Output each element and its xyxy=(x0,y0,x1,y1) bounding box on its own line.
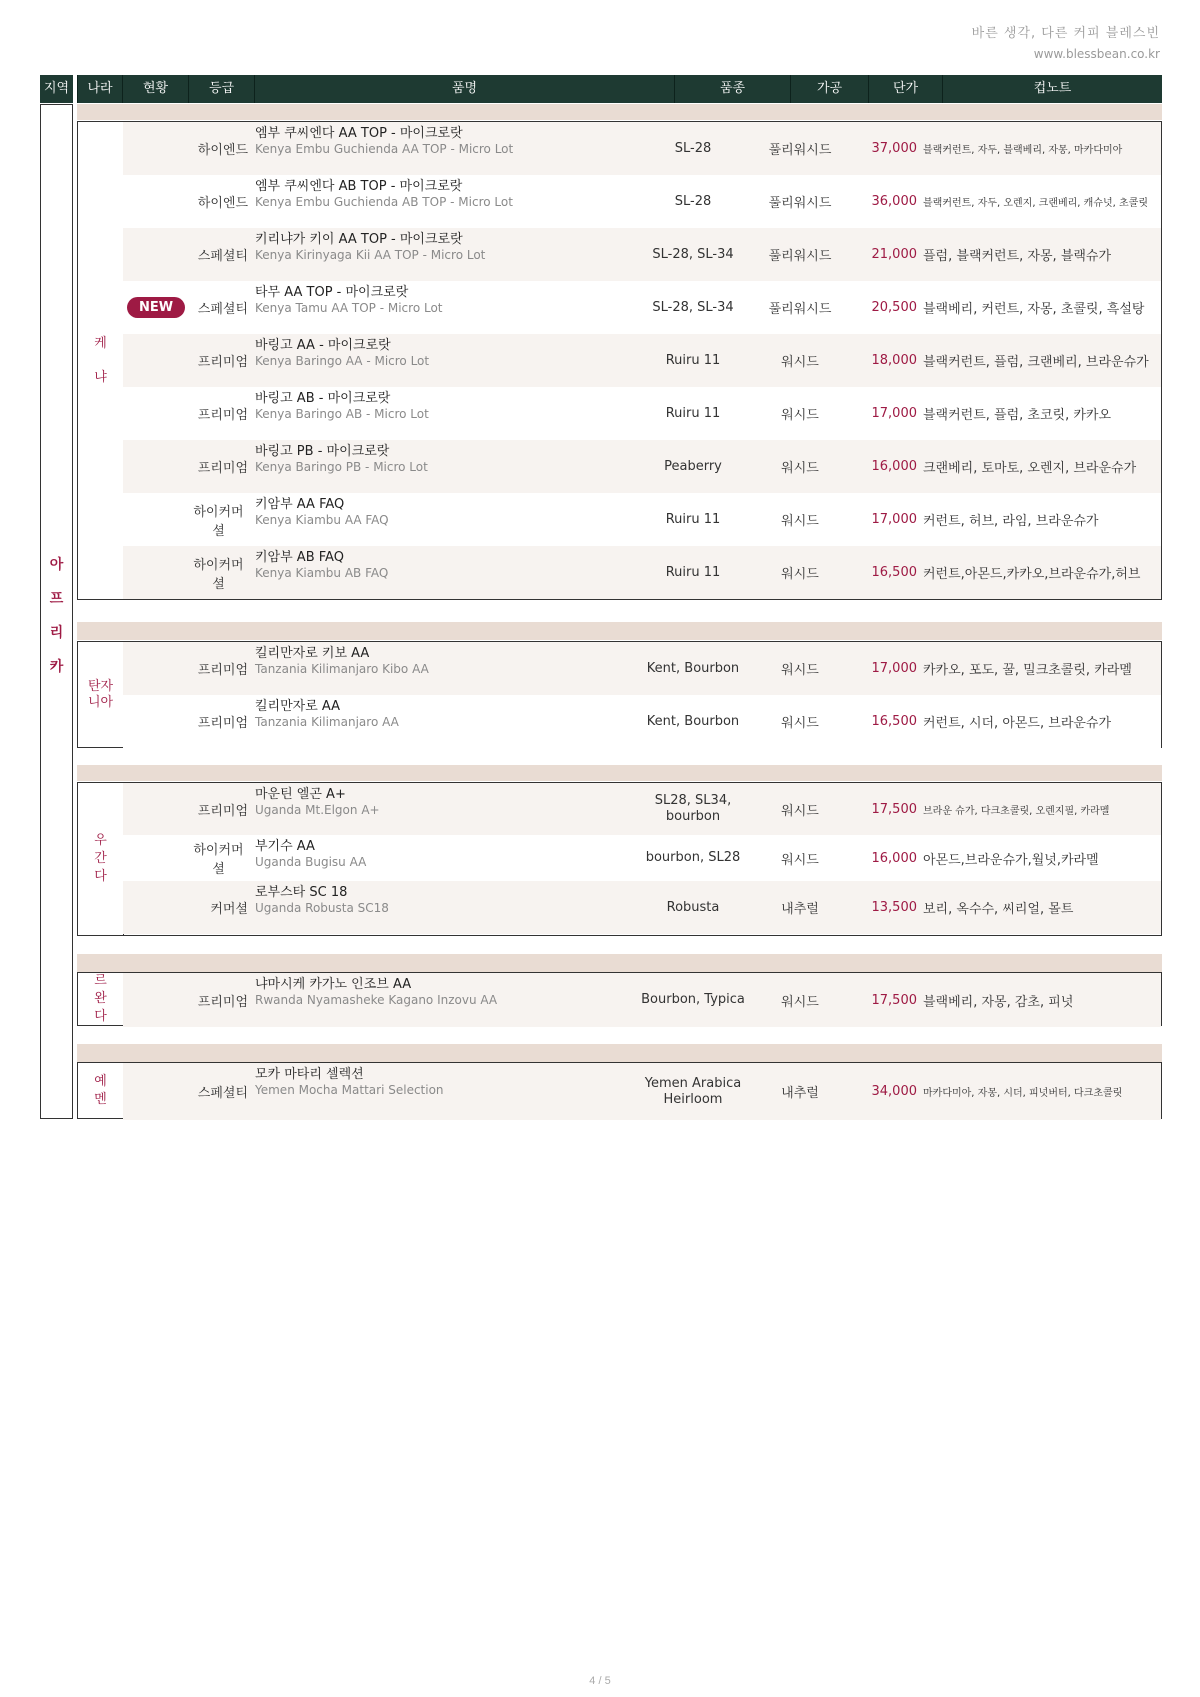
table-row xyxy=(123,881,1161,934)
cup-notes-cell: 브라운 슈가, 다크초콜릿, 오렌지필, 카라멜 xyxy=(923,805,1110,817)
process-cell: 내추럴 xyxy=(781,902,819,917)
cup-notes-cell: 크랜베리, 토마토, 오렌지, 브라운슈가 xyxy=(923,461,1137,476)
price-cell: 37,000 xyxy=(871,141,917,156)
grade-cell: 스페셜티 xyxy=(197,302,248,317)
price-cell: 17,500 xyxy=(871,801,917,817)
product-name-korean: 로부스타 SC 18 xyxy=(255,885,348,900)
cup-notes-cell: 커런트, 시더, 아몬드, 브라운슈가 xyxy=(923,716,1112,731)
variety-cell: bourbon, SL28 xyxy=(645,850,741,865)
table-row xyxy=(123,334,1161,388)
product-name-korean: 바링고 AB - 마이크로랏 xyxy=(255,391,391,406)
process-cell: 워시드 xyxy=(781,355,819,370)
status-cell xyxy=(123,175,189,228)
product-name-korean: 부기수 AA xyxy=(255,839,315,854)
header-region: 지역 xyxy=(40,75,73,103)
cup-notes-cell: 블랙커런트, 플럼, 크랜베리, 브라운슈가 xyxy=(923,355,1149,370)
cup-notes-cell: 카카오, 포도, 꿀, 밀크초콜릿, 카라멜 xyxy=(923,663,1132,678)
header-variety: 품종 xyxy=(674,75,790,103)
header-grade: 등급 xyxy=(188,75,254,103)
product-name-english: Uganda Bugisu AA xyxy=(255,855,367,869)
product-name-korean: 바링고 AA - 마이크로랏 xyxy=(255,338,391,353)
brand-url: www.blessbean.co.kr xyxy=(1033,47,1160,61)
header-process: 가공 xyxy=(790,75,868,103)
product-name-cell xyxy=(255,783,635,835)
table-row xyxy=(123,695,1161,748)
product-name-english: Kenya Embu Guchienda AB TOP - Micro Lot xyxy=(255,195,513,209)
grade-cell: 프리미엄 xyxy=(197,461,248,476)
brand-block xyxy=(972,22,1160,61)
price-cell: 16,000 xyxy=(871,850,917,866)
variety-cell: SL28, SL34, bourbon xyxy=(654,793,732,824)
product-name-korean: 키암부 AB FAQ xyxy=(255,550,344,565)
cup-notes-cell: 블랙커런트, 자두, 블랙베리, 자몽, 마카다미아 xyxy=(923,145,1123,156)
price-cell: 17,500 xyxy=(871,992,917,1008)
price-cell: 20,500 xyxy=(871,300,917,315)
process-cell: 풀리워시드 xyxy=(768,249,832,264)
header-notes: 컵노트 xyxy=(942,75,1162,103)
product-name-cell xyxy=(255,881,635,934)
variety-cell: Ruiru 11 xyxy=(665,405,721,421)
product-name-english: Kenya Baringo AB - Micro Lot xyxy=(255,407,429,421)
grade-cell: 프리미엄 xyxy=(197,716,248,731)
price-cell: 17,000 xyxy=(871,661,917,676)
header-price: 단가 xyxy=(868,75,942,103)
status-cell xyxy=(123,973,189,1027)
variety-cell: Ruiru 11 xyxy=(665,352,721,368)
process-cell: 워시드 xyxy=(781,408,819,423)
product-name-cell xyxy=(255,281,635,334)
product-name-english: Kenya Embu Guchienda AA TOP - Micro Lot xyxy=(255,142,514,156)
product-name-korean: 엠부 쿠씨엔다 AA TOP - 마이크로랏 xyxy=(255,126,463,141)
product-name-cell xyxy=(255,387,635,440)
cup-notes-cell: 플럼, 블랙커런트, 자몽, 블랙슈가 xyxy=(923,249,1112,264)
product-name-korean: 키리냐가 키이 AA TOP - 마이크로랏 xyxy=(255,232,463,247)
product-name-cell xyxy=(255,642,635,695)
cup-notes-cell: 커런트, 허브, 라임, 브라운슈가 xyxy=(923,514,1099,529)
grade-cell: 프리미엄 xyxy=(197,663,248,678)
country-label: 예멘 xyxy=(78,1063,124,1118)
price-cell: 16,000 xyxy=(871,459,917,474)
table-row xyxy=(123,783,1161,836)
country-spacer xyxy=(77,765,1162,781)
product-name-cell xyxy=(255,546,635,599)
brand-slogan: 바른 생각, 다른 커피 블레스빈 xyxy=(971,26,1160,41)
status-cell xyxy=(123,783,189,835)
status-cell xyxy=(123,387,189,440)
product-name-english: Rwanda Nyamasheke Kagano Inzovu AA xyxy=(255,993,498,1007)
status-cell xyxy=(123,881,189,934)
process-cell: 풀리워시드 xyxy=(768,302,832,317)
product-name-korean: 킬리만자로 키보 AA xyxy=(255,646,370,661)
grade-cell: 하이엔드 xyxy=(197,143,248,158)
product-name-english: Kenya Kirinyaga Kii AA TOP - Micro Lot xyxy=(255,248,486,262)
price-cell: 17,000 xyxy=(871,512,917,527)
country-label: 탄자니아 xyxy=(78,642,124,747)
cup-notes-cell: 블랙커런트, 플럼, 초코릿, 카카오 xyxy=(923,408,1112,423)
product-name-korean: 모카 마타리 셀렉션 xyxy=(255,1067,364,1082)
status-cell xyxy=(123,228,189,281)
status-cell xyxy=(123,695,189,748)
product-name-korean: 타무 AA TOP - 마이크로랏 xyxy=(255,285,409,300)
product-name-korean: 냐마시케 카가노 인조브 AA xyxy=(255,977,412,992)
product-name-cell xyxy=(255,334,635,387)
table-row xyxy=(123,122,1161,176)
page-number: 4 / 5 xyxy=(589,1675,611,1687)
country-group-rwanda xyxy=(77,972,1162,1026)
product-name-english: Kenya Tamu AA TOP - Micro Lot xyxy=(255,301,443,315)
grade-cell: 커머셜 xyxy=(210,902,248,917)
product-name-cell xyxy=(255,493,635,546)
cup-notes-cell: 커런트,아몬드,카카오,브라운슈가,허브 xyxy=(923,567,1141,582)
country-label: 케냐 xyxy=(78,122,124,599)
process-cell: 풀리워시드 xyxy=(768,196,832,211)
table-row xyxy=(123,493,1161,547)
product-name-english: Yemen Mocha Mattari Selection xyxy=(255,1083,444,1097)
status-cell xyxy=(123,493,189,546)
country-group-tanzania xyxy=(77,641,1162,748)
price-cell: 16,500 xyxy=(871,714,917,729)
variety-cell: Yemen Arabica Heirloom xyxy=(644,1075,742,1107)
process-cell: 내추럴 xyxy=(781,1086,819,1101)
table-row xyxy=(123,228,1161,282)
header-name: 품명 xyxy=(254,75,674,103)
table-row xyxy=(123,440,1161,494)
process-cell: 워시드 xyxy=(781,716,819,731)
header-country: 나라 xyxy=(77,75,122,103)
cup-notes-cell: 블랙커런트, 자두, 오렌지, 크랜베리, 캐슈넛, 초콜릿 xyxy=(923,198,1148,209)
process-cell: 워시드 xyxy=(781,852,819,868)
variety-cell: Robusta xyxy=(666,899,720,915)
region-label: 아프리카 xyxy=(49,557,64,675)
product-name-english: Kenya Baringo AA - Micro Lot xyxy=(255,354,430,368)
product-name-korean: 엠부 쿠씨엔다 AB TOP - 마이크로랏 xyxy=(255,179,463,194)
variety-cell: Ruiru 11 xyxy=(665,564,721,580)
grade-cell: 스페셜티 xyxy=(197,249,248,264)
grade-cell: 하이커머셜 xyxy=(193,504,244,539)
variety-cell: SL-28 xyxy=(674,193,712,209)
process-cell: 풀리워시드 xyxy=(768,143,832,158)
process-cell: 워시드 xyxy=(781,994,819,1010)
product-name-cell xyxy=(255,440,635,493)
grade-cell: 하이커머셜 xyxy=(193,843,244,877)
status-cell xyxy=(123,546,189,599)
process-cell: 워시드 xyxy=(781,803,819,819)
product-name-english: Uganda Robusta SC18 xyxy=(255,901,389,915)
product-name-english: Kenya Kiambu AB FAQ xyxy=(255,566,389,580)
product-name-english: Uganda Mt.Elgon A+ xyxy=(255,803,380,817)
product-name-english: Tanzania Kilimanjaro Kibo AA xyxy=(255,662,429,676)
product-name-cell xyxy=(255,835,635,881)
status-cell xyxy=(123,281,189,334)
table-row xyxy=(123,835,1161,882)
product-name-cell xyxy=(255,228,635,281)
grade-cell: 스페셜티 xyxy=(197,1086,248,1101)
product-name-cell xyxy=(255,1063,635,1120)
grade-cell: 프리미엄 xyxy=(197,355,248,370)
status-cell xyxy=(123,835,189,881)
price-cell: 17,000 xyxy=(871,406,917,421)
product-name-korean: 킬리만자로 AA xyxy=(255,699,341,714)
status-cell xyxy=(123,642,189,695)
grade-cell: 하이커머셜 xyxy=(193,557,244,592)
price-cell: 16,500 xyxy=(871,565,917,580)
variety-cell: SL-28, SL-34 xyxy=(652,299,734,315)
grade-cell: 프리미엄 xyxy=(197,408,248,423)
product-name-cell xyxy=(255,973,635,1027)
country-spacer xyxy=(77,622,1162,640)
table-header xyxy=(40,75,1162,103)
product-name-english: Kenya Baringo PB - Micro Lot xyxy=(255,460,428,474)
cup-notes-cell: 보리, 옥수수, 씨리얼, 몰트 xyxy=(923,902,1074,917)
variety-cell: SL-28, SL-34 xyxy=(652,246,734,262)
header-status: 현황 xyxy=(122,75,188,103)
product-name-english: Tanzania Kilimanjaro AA xyxy=(255,715,399,729)
country-group-uganda xyxy=(77,782,1162,936)
cup-notes-cell: 아몬드,브라운슈가,월넛,카라멜 xyxy=(923,852,1099,868)
table-row xyxy=(123,642,1161,696)
table-row xyxy=(123,546,1161,599)
variety-cell: Bourbon, Typica xyxy=(641,992,745,1007)
cup-notes-cell: 블랙베리, 커런트, 자몽, 초콜릿, 흑설탕 xyxy=(923,302,1145,317)
country-spacer xyxy=(77,1044,1162,1062)
table-row xyxy=(123,1063,1161,1120)
variety-cell: Kent, Bourbon xyxy=(646,660,740,676)
variety-cell: Peaberry xyxy=(664,458,722,474)
product-name-cell xyxy=(255,695,635,748)
grade-cell: 프리미엄 xyxy=(197,803,248,819)
process-cell: 워시드 xyxy=(781,514,819,529)
variety-cell: Ruiru 11 xyxy=(665,511,721,527)
price-cell: 18,000 xyxy=(871,353,917,368)
new-badge: NEW xyxy=(127,297,185,318)
process-cell: 워시드 xyxy=(781,663,819,678)
table-row xyxy=(123,175,1161,229)
product-name-cell xyxy=(255,175,635,228)
status-cell xyxy=(123,334,189,387)
status-cell xyxy=(123,122,189,175)
country-group-yemen xyxy=(77,1062,1162,1119)
variety-cell: Kent, Bourbon xyxy=(646,713,740,729)
price-cell: 21,000 xyxy=(871,247,917,262)
country-spacer xyxy=(77,104,1162,120)
price-cell: 34,000 xyxy=(871,1084,917,1099)
product-name-korean: 바링고 PB - 마이크로랏 xyxy=(255,444,390,459)
price-cell: 13,500 xyxy=(871,900,917,915)
grade-cell: 하이엔드 xyxy=(197,196,248,211)
table-row xyxy=(123,973,1161,1027)
cup-notes-cell: 마카다미아, 자몽, 시더, 피넛버터, 다크초콜릿 xyxy=(923,1088,1123,1099)
product-name-korean: 키암부 AA FAQ xyxy=(255,497,345,512)
country-label: 르완다 xyxy=(78,973,124,1025)
cup-notes-cell: 블랙베리, 자몽, 감초, 피넛 xyxy=(923,994,1074,1010)
variety-cell: SL-28 xyxy=(674,140,712,156)
process-cell: 워시드 xyxy=(781,567,819,582)
table-row xyxy=(123,281,1161,335)
status-cell xyxy=(123,1063,189,1120)
table-row xyxy=(123,387,1161,441)
country-spacer xyxy=(77,954,1162,972)
country-group-kenya xyxy=(77,121,1162,600)
price-cell: 36,000 xyxy=(871,194,917,209)
process-cell: 워시드 xyxy=(781,461,819,476)
country-label: 우간다 xyxy=(78,783,124,935)
product-name-cell xyxy=(255,122,635,175)
product-name-korean: 마운틴 엘곤 A+ xyxy=(255,787,346,802)
grade-cell: 프리미엄 xyxy=(197,994,248,1010)
product-name-english: Kenya Kiambu AA FAQ xyxy=(255,513,389,527)
status-cell xyxy=(123,440,189,493)
